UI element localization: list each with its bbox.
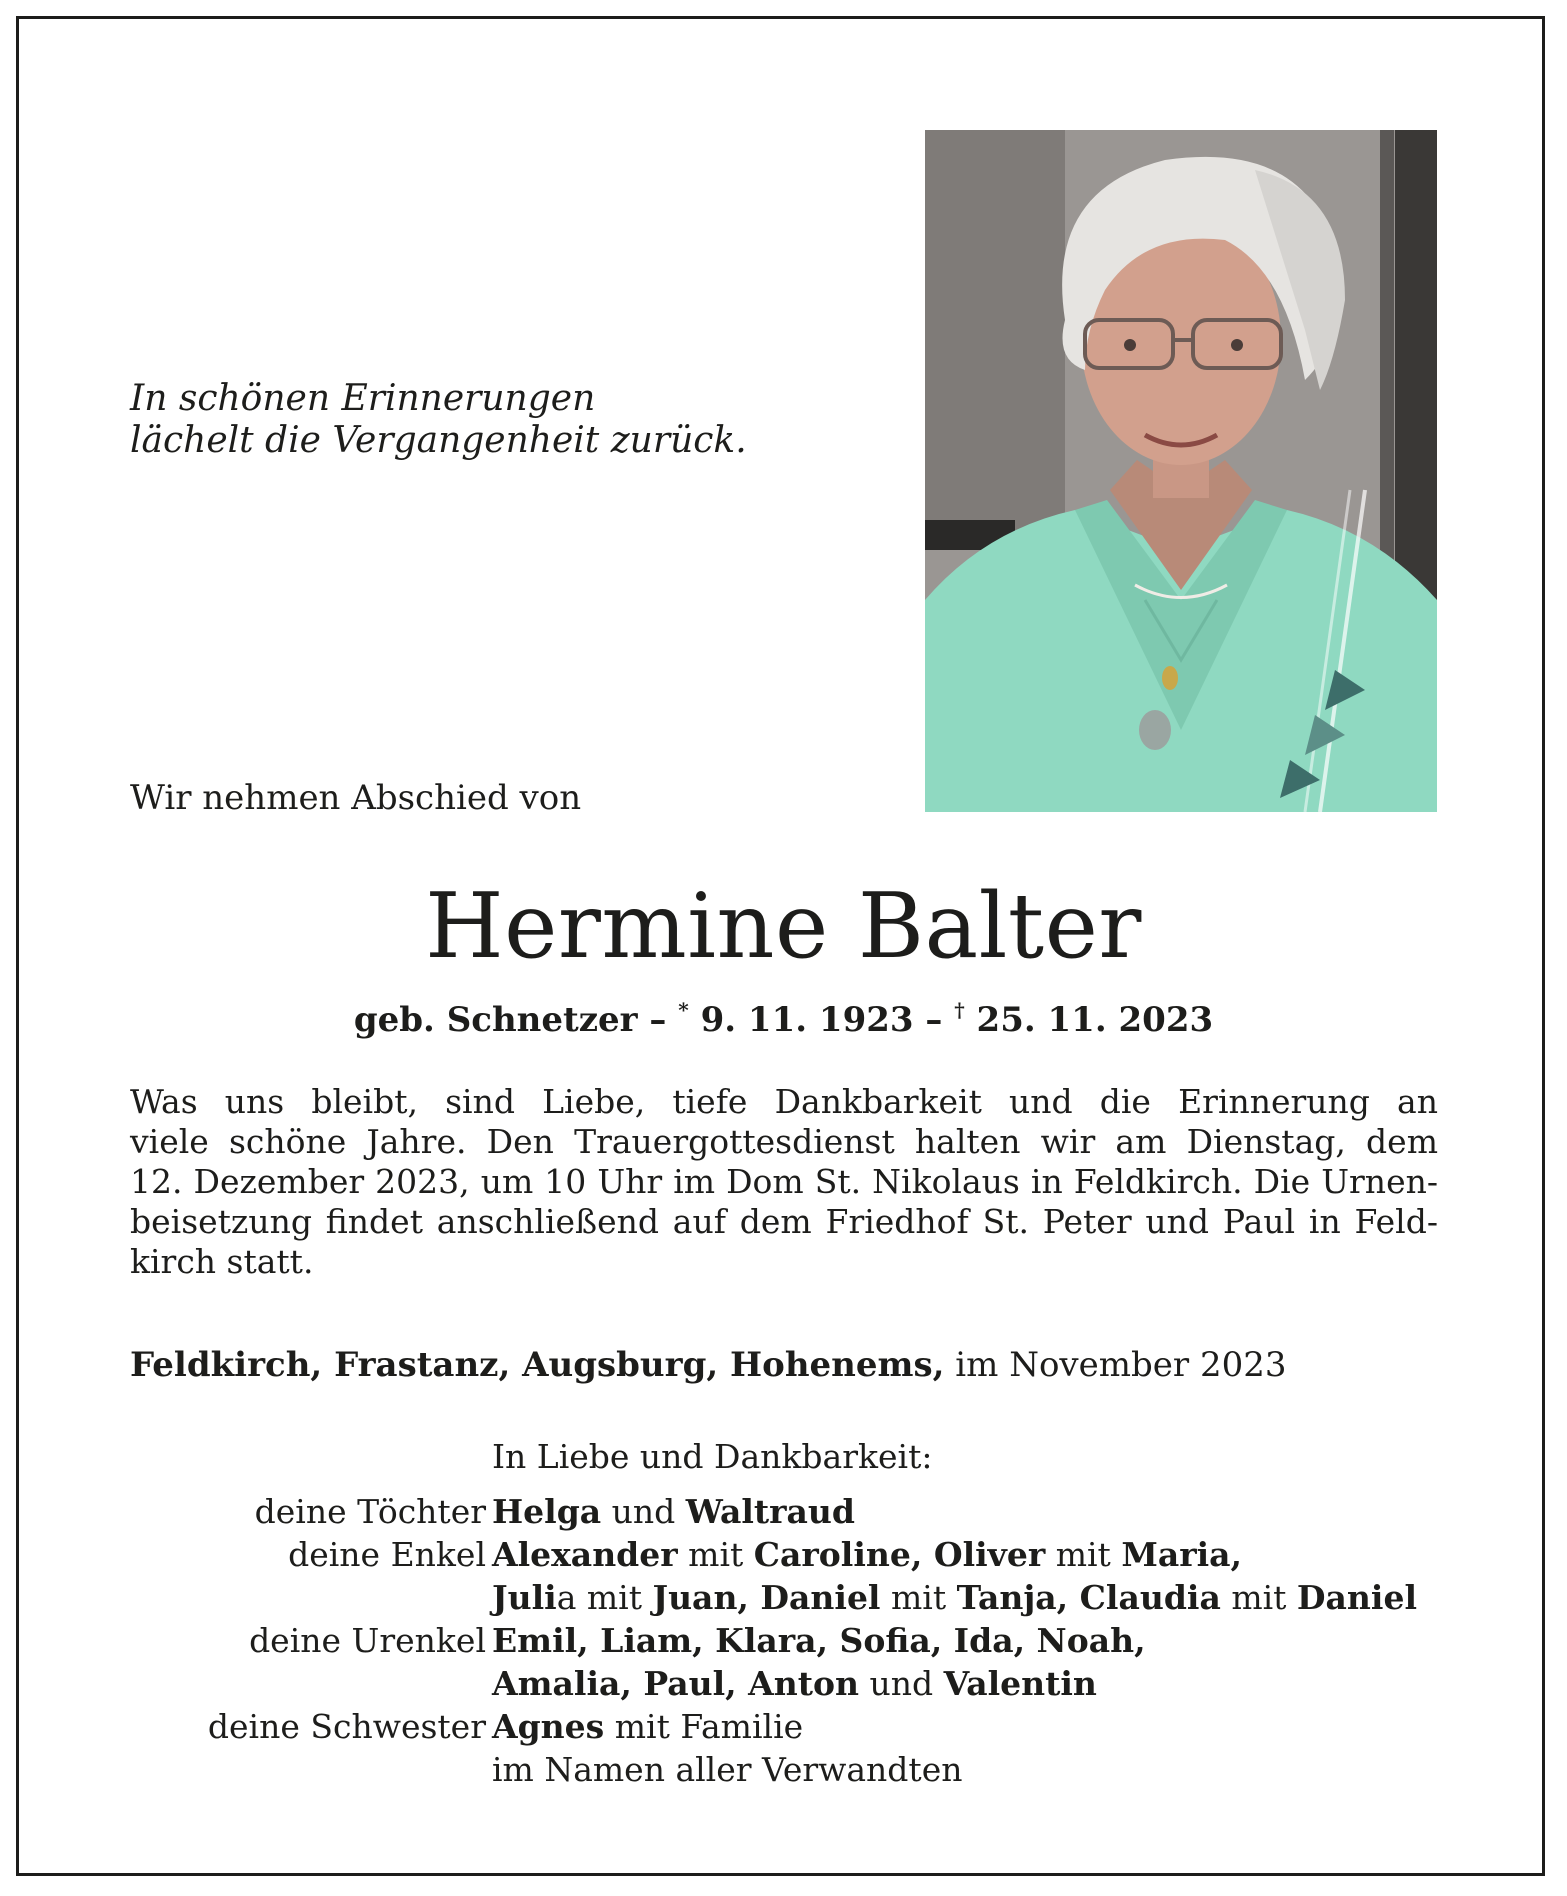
maiden-name: geb. Schnetzer [353,1000,638,1040]
relative-name: Valentin [943,1664,1097,1703]
quote-line-2: lächelt die Vergangenheit zurück. [130,420,747,461]
intro-text: Wir nehmen Abschied von [130,778,582,818]
relative-name: Maria, [1121,1535,1243,1574]
relation-label: deine Urenkel [249,1621,486,1660]
closing-line: im Namen aller Verwandten [492,1750,963,1789]
connector: mit [1045,1535,1122,1574]
quote-line-1: In schönen Erinnerungen [130,378,596,419]
family-list [0,1490,1567,1791]
family-row [0,1490,1567,1533]
memorial-quote [130,378,750,462]
connector: mit [677,1535,754,1574]
birth-date: 9. 11. 1923 [688,1000,914,1040]
family-row [0,1748,1567,1791]
family-row [0,1662,1567,1705]
place-and-date [130,1345,1286,1385]
text-line: Was uns bleibt, sind Liebe, tiefe Dankbarkeit und die Erinnerung an [130,1082,1438,1121]
relation-label: deine Enkel [288,1535,486,1574]
family-row [0,1705,1567,1748]
connector: und [601,1492,686,1531]
relative-names [492,1705,803,1748]
relative-name: Daniel [1296,1578,1417,1617]
connector: mit [880,1578,957,1617]
relation-label: deine Schwester [207,1707,486,1746]
relative-names [492,1748,962,1791]
family-row [0,1576,1567,1619]
relative-name: Alexander [492,1535,678,1574]
text-line: beisetzung findet anschließend auf dem Friedhof St. Peter und Paul in Feld- [130,1202,1438,1241]
connector: mit [1220,1578,1297,1617]
relative-names [492,1490,855,1533]
relative-name: Waltraud [685,1492,855,1531]
relative-names [492,1576,1417,1619]
birth-symbol: * [678,998,689,1022]
text-line: 12. Dezember 2023, um 10 Uhr im Dom St. Nikolaus in Feldkirch. Die Urnen- [130,1162,1438,1201]
connector: mit Familie [604,1707,804,1746]
relative-names [492,1619,1146,1662]
text-line: viele schöne Jahre. Den Trauergottesdienst halten wir am Dienstag, dem [130,1122,1438,1161]
date-dash: – [637,1000,679,1040]
relative-names [492,1662,1097,1705]
relative-name: Agnes [492,1707,605,1746]
text-line: kirch statt. [130,1242,314,1281]
signoff-line: In Liebe und Dankbarkeit: [492,1437,933,1476]
life-dates [0,1000,1567,1040]
relative-name: Emil, Liam, Klara, Sofia, Ida, Noah, [492,1621,1146,1660]
death-date: 25. 11. 2023 [964,1000,1214,1040]
portrait-photo [925,130,1437,812]
relative-name: Helga [492,1492,602,1531]
relative-name: Juan, Daniel [652,1578,881,1617]
family-row [0,1533,1567,1576]
date-dash: – [913,1000,955,1040]
relation-label: deine Töchter [254,1492,486,1531]
death-symbol: † [954,998,965,1022]
connector: a mit [556,1578,653,1617]
relative-names [492,1533,1242,1576]
announcement-text [130,1082,1438,1282]
relative-name: Tanja, Claudia [956,1578,1221,1617]
relative-name: Amalia, Paul, Anton [492,1664,859,1703]
family-row [0,1619,1567,1662]
announcement-date: im November 2023 [944,1345,1287,1385]
relative-name: Juli [492,1578,557,1617]
relative-name: Caroline, Oliver [753,1535,1046,1574]
connector: und [859,1664,944,1703]
places-list: Feldkirch, Frastanz, Augsburg, Hohenems, [130,1345,945,1385]
deceased-name: Hermine Balter [425,874,1142,979]
